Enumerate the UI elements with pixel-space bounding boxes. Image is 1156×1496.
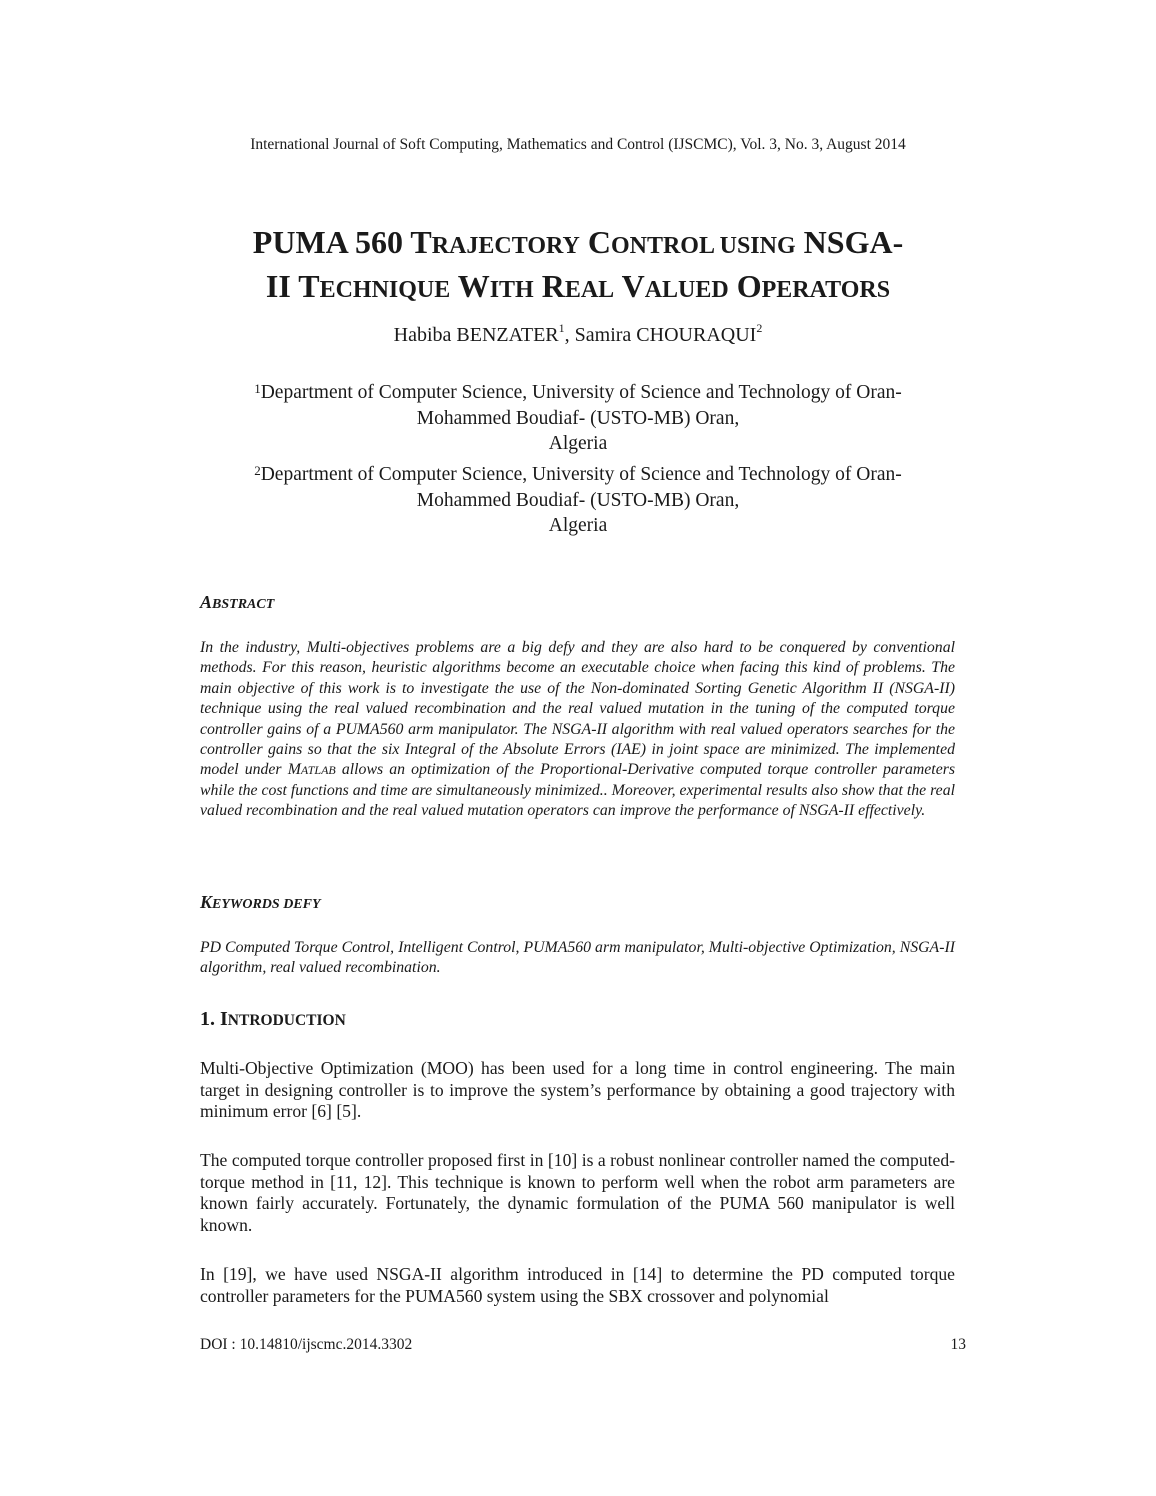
author-affiliation-mark: 2 — [756, 321, 763, 335]
doi-footer: DOI : 10.14810/ijscmc.2014.3302 — [200, 1336, 413, 1353]
title-line-2: II TECHNIQUE WITH REAL VALUED OPERATORS — [265, 268, 891, 304]
intro-paragraph-3: In [19], we have used NSGA-II algorithm introduced in [14] to determine the PD computed torque controller parameters for the PUMA560 system using the SBX crossover and polynomial — [200, 1264, 955, 1306]
intro-paragraph-2: The computed torque controller proposed first in [10] is a robust nonlinear controller named the computed-torque method in [11, 12]. This technique is known to perform well when the robot arm parameters are known fairly accurately. Fortunately, the dynamic formulation of the PUMA 560 manipulator is well known. — [200, 1150, 955, 1235]
abstract-heading: ABSTRACT — [200, 592, 275, 612]
title-line-1: PUMA 560 TRAJECTORY CONTROL USING NSGA- — [252, 224, 904, 260]
abstract-text: In the industry, Multi-objectives problems are a big defy and they are also hard to be conquered by conventional methods. For this reason, heuristic algorithms become an executable choice when facing this kind of problems. The main objective of this work is to investigate the use of the Non-dominated Sorting Genetic Algorithm II (NSGA-II) technique using the real valued recombination and the real valued mutation in the tuning of the computed torque controller gains of a PUMA560 arm manipulator. The NSGA-II algorithm with real valued operators searches for the controller gains so that the six Integral of the Absolute Errors (IAE) in joint space are minimized. The implemented model under MATLAB allows an optimization of the Proportional-Derivative computed torque controller parameters while the cost functions and time are simultaneously minimized.. Moreover, experimental results also show that the real valued recombination and the real valued mutation operators can improve the performance of NSGA-II effectively. — [200, 639, 955, 820]
affiliation-2: $^2$Department of Computer Science, University of Science and Technology of Oran- Mohammed Boudiaf- (USTO-MB) Oran, Algeria — [254, 463, 902, 536]
author-name: Samira CHOURAQUI — [574, 324, 757, 346]
keywords-text: PD Computed Torque Control, Intelligent Control, PUMA560 arm manipulator, Multi-objective Optimization, NSGA-II algorithm, real valued recombination. — [200, 939, 955, 977]
journal-header: International Journal of Soft Computing, Mathematics and Control (IJSCMC), Vol. 3, No. 3, August 2014 — [250, 136, 906, 153]
keywords-heading: KEYWORDS DEFY — [200, 892, 321, 912]
paper-title — [150, 222, 1006, 310]
author-name: Habiba BENZATER — [393, 324, 559, 346]
author-list: Habiba BENZATER$^1$, Samira CHOURAQUI$^2$ — [393, 321, 763, 346]
introduction-heading: 1. INTRODUCTION — [200, 1008, 346, 1030]
intro-paragraph-1: Multi-Objective Optimization (MOO) has been used for a long time in control engineering. The main target in designing controller is to improve the system’s performance by obtaining a good trajectory with minimum error [6] [5]. — [200, 1058, 955, 1122]
page-number: 13 — [950, 1336, 966, 1353]
author-affiliation-mark: 1 — [558, 321, 565, 335]
affiliation-1: $^1$Department of Computer Science, University of Science and Technology of Oran- Mohammed Boudiaf- (USTO-MB) Oran, Algeria — [254, 381, 902, 454]
